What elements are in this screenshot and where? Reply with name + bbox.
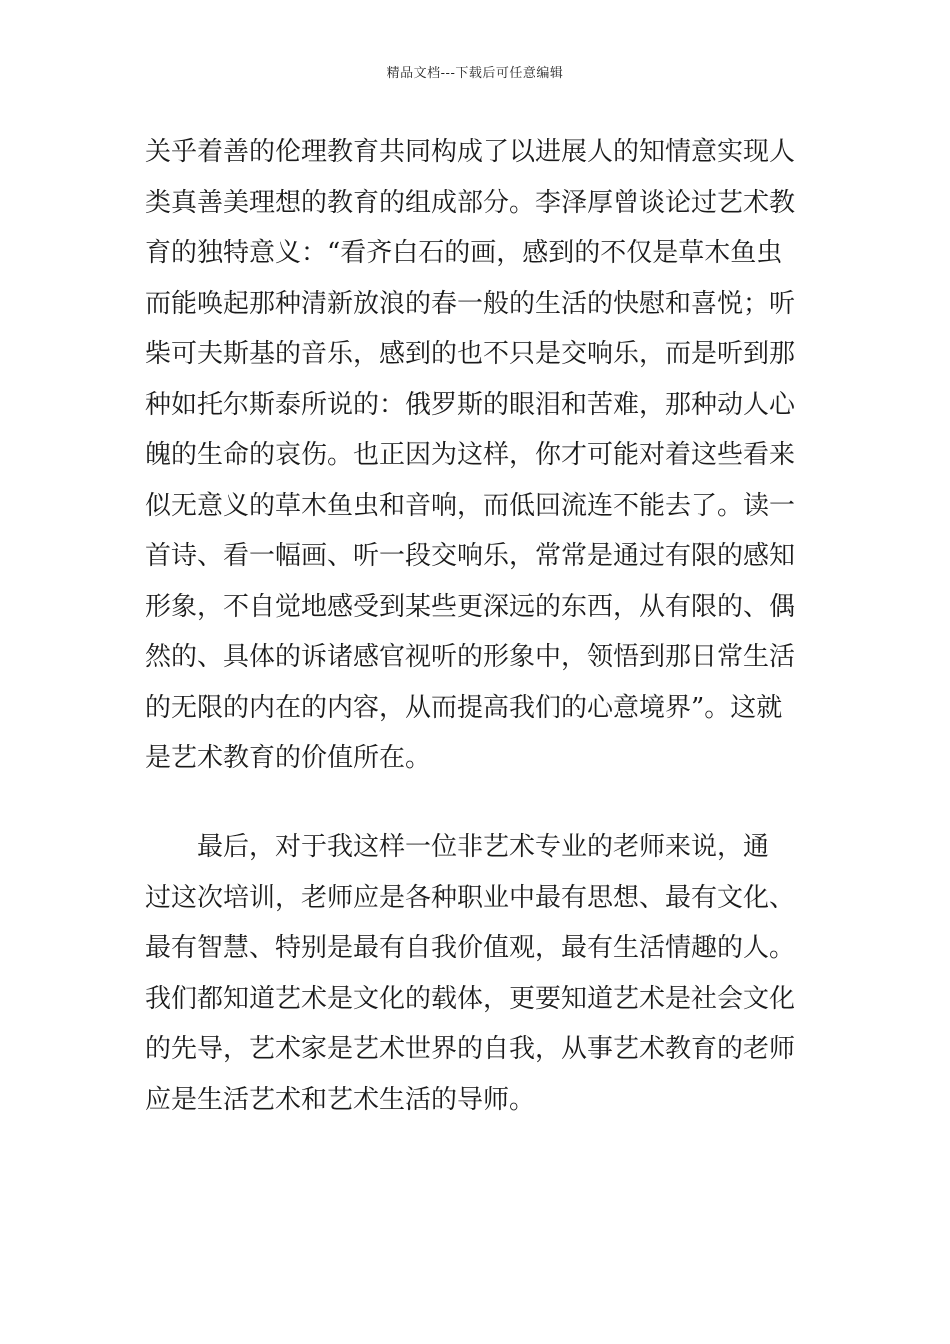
text-line: 的先导，艺术家是艺术世界的自我，从事艺术教育的老师: [145, 1034, 796, 1064]
page-header: 精品文档---下载后可任意编辑: [386, 66, 564, 81]
text-line: 最后，对于我这样一位非艺术专业的老师来说，通: [145, 832, 770, 862]
text-line: 过这次培训，老师应是各种职业中最有思想、最有文化、: [145, 882, 796, 913]
text-line: 我们都知道艺术是文化的载体，更要知道艺术是社会文化: [145, 983, 796, 1014]
text-line: 形象，不自觉地感受到某些更深远的东西，从有限的、偶: [145, 591, 796, 622]
text-line: 最有智慧、特别是最有自我价值观，最有生活情趣的人。: [145, 933, 796, 963]
text-line: 育的独特意义：“看齐白石的画，感到的不仅是草木鱼虫: [145, 238, 783, 268]
text-line: 是艺术教育的价值所在。: [145, 743, 432, 773]
text-line: 种如托尔斯泰所说的：俄罗斯的眼泪和苦难，那种动人心: [145, 389, 796, 420]
text-line: 似无意义的草木鱼虫和音响，而低回流连不能去了。读一: [145, 490, 796, 521]
text-line: 关乎着善的伦理教育共同构成了以进展人的知情意实现人: [145, 137, 796, 167]
text-line: 而能唤起那种清新放浪的春一般的生活的快慰和喜悦；听: [145, 288, 796, 319]
paragraph-2: [145, 822, 805, 1125]
text-line: 应是生活艺术和艺术生活的导师。: [145, 1084, 536, 1115]
text-line: 柴可夫斯基的音乐，感到的也不只是交响乐，而是听到那: [145, 339, 796, 369]
text-line: 然的、具体的诉诸感官视听的形象中，领悟到那日常生活: [145, 642, 796, 672]
paragraph-1: [145, 127, 805, 784]
text-line: 首诗、看一幅画、听一段交响乐，常常是通过有限的感知: [145, 541, 796, 571]
text-line: 的无限的内在的内容，从而提高我们的心意境界”。这就: [145, 692, 783, 723]
text-line: 类真善美理想的教育的组成部分。李泽厚曾谈论过艺术教: [145, 187, 796, 218]
text-line: 魄的生命的哀伤。也正因为这样，你才可能对着这些看来: [145, 440, 796, 470]
